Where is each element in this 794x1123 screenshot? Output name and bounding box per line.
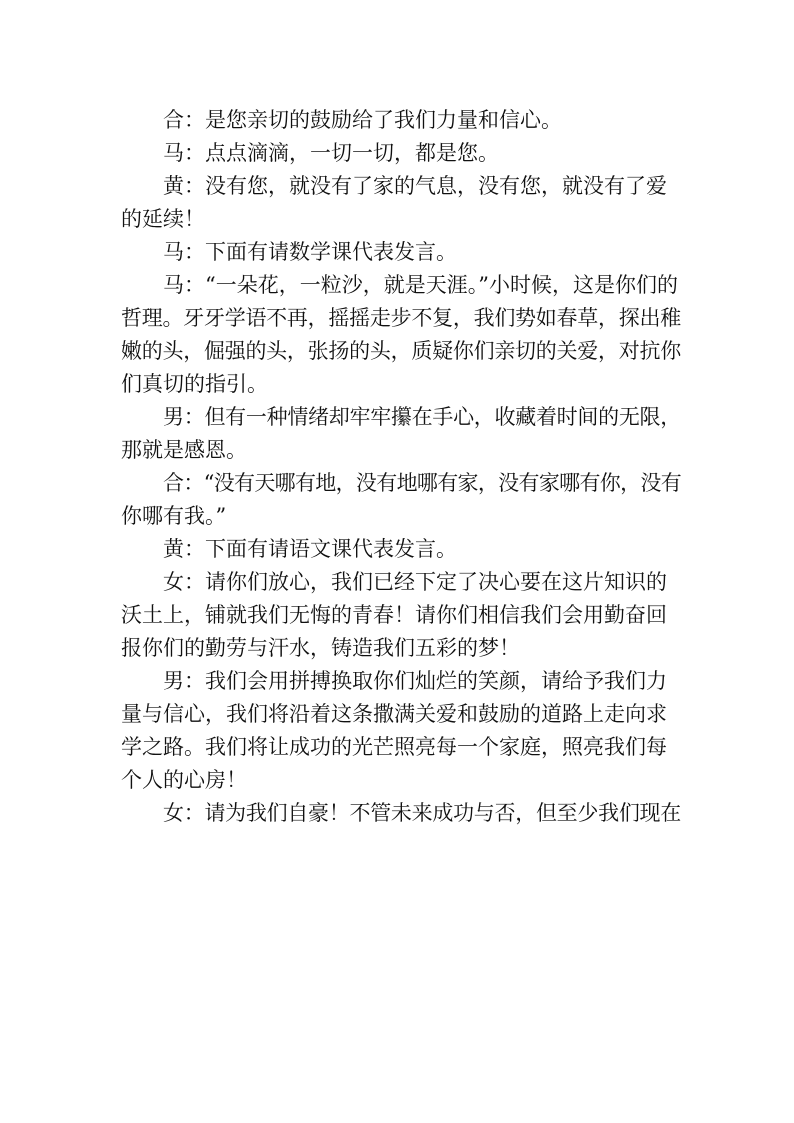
text-line: 男：但有一种情绪却牢牢攥在手心，收藏着时间的无限， xyxy=(163,405,681,429)
text-line: 合：“没有天哪有地，没有地哪有家，没有家哪有你，没有 xyxy=(163,471,682,495)
text-line: 学之路。我们将让成功的光芒照亮每一个家庭，照亮我们每 xyxy=(121,735,667,759)
text-line: 嫩的头，倔强的头，张扬的头，质疑你们亲切的关爱，对抗你 xyxy=(121,339,681,363)
text-line: 马：下面有请数学课代表发言。 xyxy=(163,240,457,264)
text-line: 黄：没有您，就没有了家的气息，没有您，就没有了爱 xyxy=(163,174,667,198)
text-line: 们真切的指引。 xyxy=(121,372,268,396)
text-line: 女：请为我们自豪！不管未来成功与否，但至少我们现在 xyxy=(163,801,681,825)
text-line: 马：点点滴滴，一切一切，都是您。 xyxy=(163,141,499,165)
text-line: 个人的心房！ xyxy=(121,768,247,792)
text-line: 那就是感恩。 xyxy=(121,438,247,462)
text-line: 女：请你们放心，我们已经下定了决心要在这片知识的 xyxy=(163,570,667,594)
text-line: 合：是您亲切的鼓励给了我们力量和信心。 xyxy=(163,108,562,132)
text-line: 哲理。牙牙学语不再，摇摇走步不复，我们势如春草，探出稚 xyxy=(121,306,681,330)
text-line: 马：“一朵花，一粒沙，就是天涯。”小时候，这是你们的 xyxy=(163,273,678,297)
text-line: 报你们的勤劳与汗水，铸造我们五彩的梦！ xyxy=(121,636,520,660)
text-line: 沃土上，铺就我们无悔的青春！请你们相信我们会用勤奋回 xyxy=(121,603,667,627)
text-line: 量与信心，我们将沿着这条撒满关爱和鼓励的道路上走向求 xyxy=(121,702,667,726)
document-body xyxy=(121,104,681,830)
text-line: 黄：下面有请语文课代表发言。 xyxy=(163,537,457,561)
text-line: 的延续！ xyxy=(121,207,205,231)
text-line: 你哪有我。” xyxy=(121,504,227,528)
text-line: 男：我们会用拼搏换取你们灿烂的笑颜，请给予我们力 xyxy=(163,669,667,693)
